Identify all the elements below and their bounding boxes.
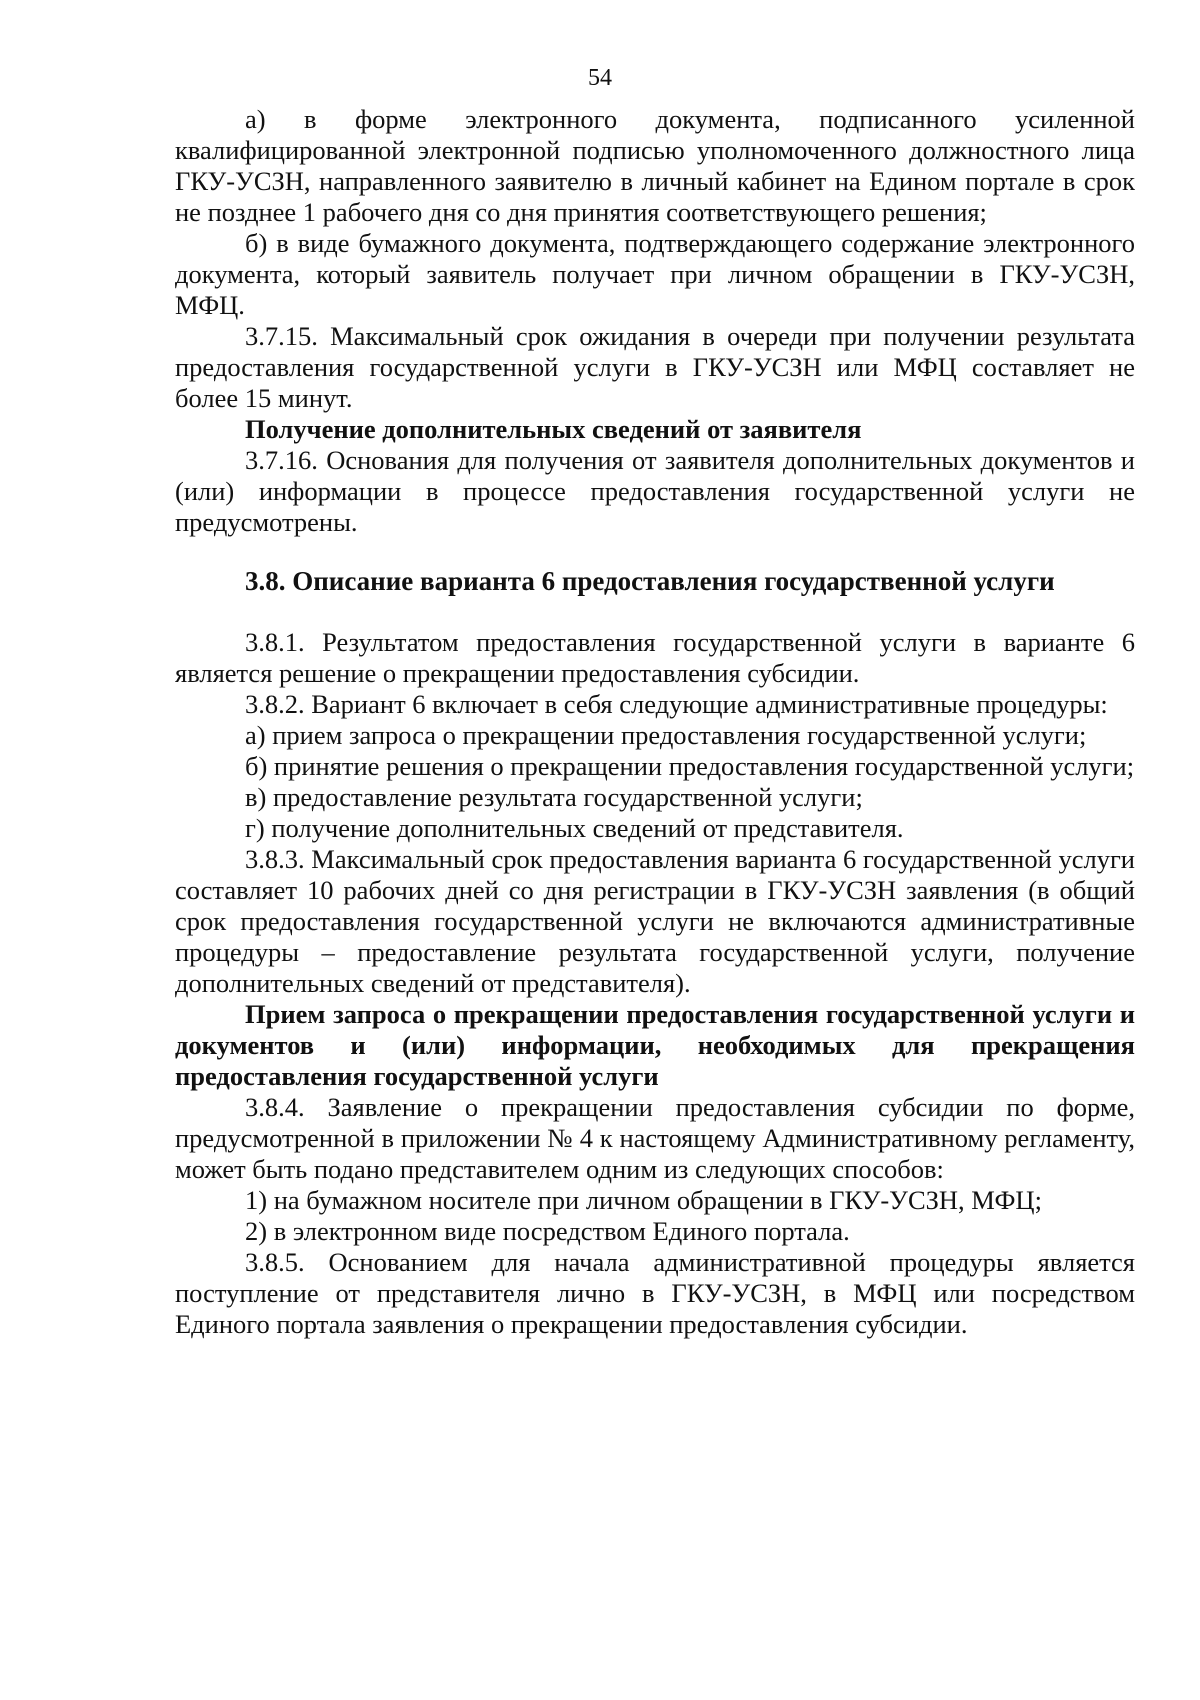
subheading-request-termination: Прием запроса о прекращении предоставления государственной услуги и документов и (или) информации, необходимых для прекращения предоставления государственной услуги: [175, 999, 1135, 1091]
list-item-g: г) получение дополнительных сведений от представителя.: [245, 813, 904, 843]
list-item-v: в) предоставление результата государственной услуги;: [245, 782, 863, 812]
paragraph-3-8-2: 3.8.2. Вариант 6 включает в себя следующие административные процедуры:: [245, 689, 1108, 719]
paragraph-3-7-16: 3.7.16. Основания для получения от заявителя дополнительных документов и (или) информации в процессе предоставления государственной услуги не предусмотрены.: [175, 445, 1135, 537]
subheading-additional-info: Получение дополнительных сведений от заявителя: [245, 414, 862, 444]
list-item-1: 1) на бумажном носителе при личном обращении в ГКУ-УСЗН, МФЦ;: [245, 1185, 1042, 1215]
page-number: 54: [588, 65, 612, 91]
document-body: [175, 104, 1135, 1340]
list-item-2: 2) в электронном виде посредством Единого портала.: [245, 1216, 850, 1246]
paragraph-3-8-4: 3.8.4. Заявление о прекращении предоставления субсидии по форме, предусмотренной в приложении № 4 к настоящему Административному регламенту, может быть подано представителем одним из следующих способов:: [175, 1092, 1135, 1184]
section-title-3-8: 3.8. Описание варианта 6 предоставления государственной услуги: [245, 566, 1055, 596]
paragraph-3-8-3: 3.8.3. Максимальный срок предоставления варианта 6 государственной услуги составляет 10 рабочих дней со дня регистрации в ГКУ-УСЗН заявления (в общий срок предоставления государственной услуги не включаются административные процедуры – предоставление результата государственной услуги, получение дополнительных сведений от представителя).: [175, 844, 1135, 998]
paragraph-item-b-paper: б) в виде бумажного документа, подтверждающего содержание электронного документа, который заявитель получает при личном обращении в ГКУ-УСЗН, МФЦ.: [175, 228, 1135, 320]
paragraph-3-7-15: 3.7.15. Максимальный срок ожидания в очереди при получении результата предоставления государственной услуги в ГКУ-УСЗН или МФЦ составляет не более 15 минут.: [175, 321, 1135, 413]
list-item-b: б) принятие решения о прекращении предоставления государственной услуги;: [245, 751, 1135, 781]
paragraph-3-8-5: 3.8.5. Основанием для начала административной процедуры является поступление от представителя лично в ГКУ-УСЗН, в МФЦ или посредством Единого портала заявления о прекращении предоставления субсидии.: [175, 1247, 1135, 1339]
paragraph-3-8-1: 3.8.1. Результатом предоставления государственной услуги в варианте 6 является решение о прекращении предоставления субсидии.: [175, 627, 1135, 688]
paragraph-item-a-electronic: а) в форме электронного документа, подписанного усиленной квалифицированной электронной подписью уполномоченного должностного лица ГКУ-УСЗН, направленного заявителю в личный кабинет на Едином портале в срок не позднее 1 рабочего дня со дня принятия соответствующего решения;: [175, 104, 1135, 227]
list-item-a: а) прием запроса о прекращении предоставления государственной услуги;: [245, 720, 1087, 750]
